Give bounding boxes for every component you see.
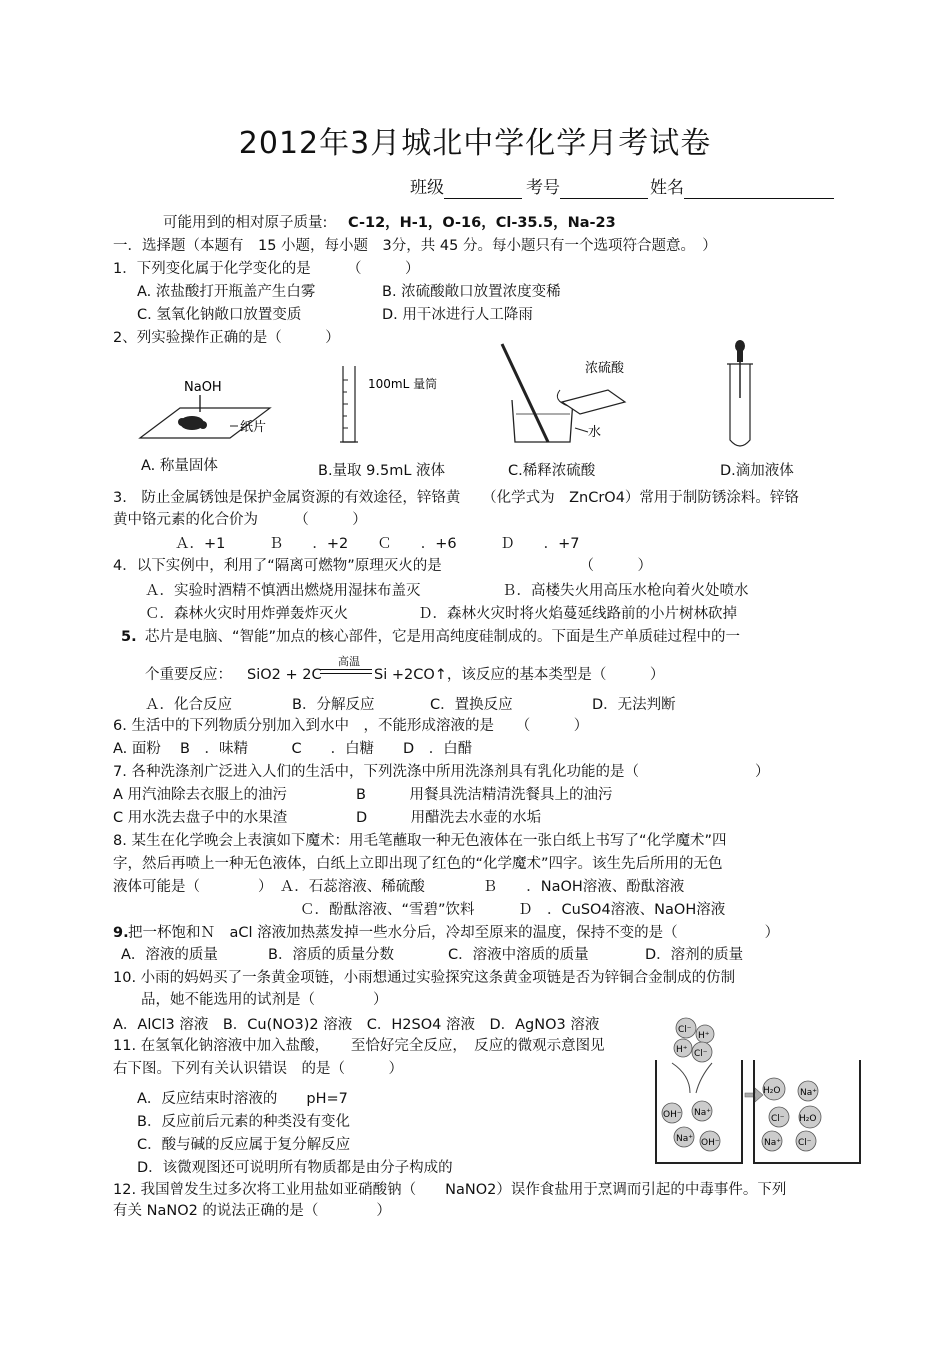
- q2-option-b: B.量取 9.5mL 液体: [318, 463, 446, 479]
- q2-apparatus-figure: [130, 340, 820, 455]
- q9-option-a: A．溶液的质量: [121, 947, 218, 963]
- molecule-h2o-1: H₂O: [763, 1086, 781, 1096]
- q5-option-b: B．分解反应: [292, 697, 375, 713]
- q4-option-a: Ａ．实验时酒精不慎洒出燃烧用湿抹布盖灭: [145, 583, 421, 599]
- q5-option-c: C．置换反应: [430, 697, 513, 713]
- q8-line-4: Ｃ．酚酞溶液、“雪碧”饮料 Ｄ ．CuSO4溶液、NaOH溶液: [300, 902, 726, 918]
- q12-line-2: 有关 NaNO2 的说法正确的是（ ）: [113, 1203, 391, 1219]
- q9-option-b: B．溶质的质量分数: [268, 947, 394, 963]
- q5-number: 5.: [121, 629, 137, 645]
- dilution-diagram: [502, 344, 625, 442]
- q2-option-a: A. 称量固体: [141, 458, 218, 474]
- q11-line-1: 11. 在氢氧化钠溶液中加入盐酸， 至恰好完全反应， 反应的微观示意图见: [113, 1038, 605, 1054]
- q3-options: Ａ．+1 Ｂ ．+2 Ｃ ．+6 Ｄ ．+7: [175, 536, 580, 552]
- q10-options: A．AlCl3 溶液 B．Cu(NO3)2 溶液 C．H2SO4 溶液 D．AgNO3 溶液: [113, 1017, 600, 1033]
- ion-na-4: Na⁺: [764, 1138, 781, 1148]
- naoh-label: NaOH: [184, 380, 222, 395]
- q11-option-b: B．反应前后元素的种类没有变化: [137, 1114, 350, 1130]
- q9-number: 9.: [113, 925, 129, 941]
- dropper-diagram: [727, 340, 753, 446]
- balance-pan-diagram: [140, 380, 270, 438]
- ion-cl-4: Cl⁻: [798, 1138, 812, 1148]
- q4-option-b: Ｂ．高楼失火用高压水枪向着火处喷水: [502, 583, 749, 599]
- q11-reaction-diagram: [650, 1015, 865, 1165]
- q2-option-d: D.滴加液体: [720, 463, 794, 479]
- q2-option-c: C.稀释浓硫酸: [508, 463, 596, 479]
- q6-options: A. 面粉 B ．味精 C ．白糖 D ．白醋: [113, 741, 473, 757]
- atomic-mass-line: [163, 214, 616, 232]
- q3-line-1: 3. 防止金属锈蚀是保护金属资源的有效途径，锌铬黄 （化学式为 ZnCrO4）常用于制防锈涂料。锌铬: [113, 490, 799, 506]
- q1-option-b: B. 浓硫酸敞口放置浓度变稀: [382, 284, 561, 300]
- exam-no-field: [526, 177, 648, 199]
- ion-oh-1: OH⁻: [663, 1110, 682, 1120]
- q1-option-d: D. 用干冰进行人工降雨: [382, 307, 533, 323]
- water-label: 水: [588, 425, 602, 440]
- exam-no-blank[interactable]: [560, 180, 648, 199]
- q9-option-d: D．溶剂的质量: [645, 947, 744, 963]
- q11-option-d: D．该微观图还可说明所有物质都是由分子构成的: [137, 1160, 453, 1176]
- name-field: [650, 177, 834, 199]
- ion-na-2: Na⁺: [676, 1134, 693, 1144]
- q11-option-a: A．反应结束时溶液的 pH=7: [137, 1091, 348, 1107]
- class-field: [410, 177, 522, 199]
- graduated-cylinder-diagram: [340, 366, 437, 442]
- ion-cl-left: Cl⁻: [694, 1049, 708, 1059]
- q7-stem: 7. 各种洗涤剂广泛进入人们的生活中，下列洗涤中所用洗涤剂具有乳化功能的是（ ）: [113, 764, 770, 780]
- q5-option-d: D．无法判断: [592, 697, 676, 713]
- q7-option-c: C 用水洗去盘子中的水果渣: [113, 810, 288, 826]
- q4-option-c: Ｃ．森林火灾时用炸弹轰炸灭火: [145, 606, 348, 622]
- name-blank[interactable]: [684, 180, 834, 199]
- q11-line-2: 右下图。下列有关认识错误 的是（ ）: [113, 1061, 403, 1077]
- q6-stem: 6. 生活中的下列物质分别加入到水中 ，不能形成溶液的是 （ ）: [113, 718, 589, 734]
- q7-option-a: A 用汽油除去衣服上的油污: [113, 787, 288, 803]
- molecule-h2o-2: H₂O: [799, 1114, 817, 1124]
- class-label: 班级: [410, 178, 444, 198]
- q10-line-2: 品，她不能选用的试剂是（ ）: [141, 992, 388, 1008]
- atomic-mass-label: 可能用到的相对原子质量:: [163, 215, 328, 231]
- q1-option-c: C. 氢氧化钠敞口放置变质: [137, 307, 302, 323]
- q1-option-a: A. 浓盐酸打开瓶盖产生白雾: [137, 284, 316, 300]
- ion-cl-3: Cl⁻: [771, 1114, 785, 1124]
- q4-option-d: Ｄ．森林火灾时将火焰蔓延线路前的小片树林砍掉: [418, 606, 737, 622]
- cylinder-label: 100mL 量筒: [368, 377, 438, 391]
- q8-line-1: 8. 某生在化学晚会上表演如下魔术：用毛笔蘸取一种无色液体在一张白纸上书写了“化学魔术”四: [113, 833, 727, 849]
- q8-line-2: 字，然后再喷上一种无色液体，白纸上立即出现了红色的“化学魔术”四字。该生先后所用的无色: [113, 856, 723, 872]
- q10-line-1: 10. 小雨的妈妈买了一条黄金项链，小雨想通过实验探究这条黄金项链是否为锌铜合金制成的仿制: [113, 970, 736, 986]
- q2-stem: 2、列实验操作正确的是（ ）: [113, 330, 340, 346]
- atomic-mass-values: C-12，H-1，O-16，Cl-35.5，Na-23: [348, 215, 616, 231]
- q7-option-d: D 用醋洗去水壶的水垢: [356, 810, 542, 826]
- ion-h-top: H⁺: [698, 1031, 710, 1041]
- q5-line-1: 芯片是电脑、“智能”加点的核心部件，它是用高纯度硅制成的。下面是生产单质硅过程中的一: [145, 629, 741, 645]
- q5-arrow-line-bottom: [320, 673, 372, 674]
- q7-option-b: B 用餐具洗洁精清洗餐具上的油污: [356, 787, 613, 803]
- q5-condition: 高温: [338, 655, 360, 668]
- q8-line-3: 液体可能是（ ） Ａ．石蕊溶液、稀硫酸 Ｂ ．NaOH溶液、酚酞溶液: [113, 879, 685, 895]
- name-label: 姓名: [650, 178, 684, 198]
- q11-option-c: C．酸与碱的反应属于复分解反应: [137, 1137, 351, 1153]
- q5-reactants: SiO2 + 2C: [247, 667, 322, 683]
- acid-label: 浓硫酸: [585, 361, 625, 376]
- exam-no-label: 考号: [526, 178, 560, 198]
- q4-stem: 4．以下实例中，利用了“隔离可燃物”原理灭火的是 （ ）: [113, 558, 652, 574]
- q12-line-1: 12. 我国曾发生过多次将工业用盐如亚硝酸钠（ NaNO2）误作食盐用于烹调而引起的中毒事件。下列: [113, 1182, 787, 1198]
- q9-stem: 把一杯饱和Ｎ aCl 溶液加热蒸发掉一些水分后，冷却至原来的温度，保持不变的是（ ）: [128, 925, 780, 941]
- q3-line-2: 黄中铬元素的化合价为 （ ）: [113, 512, 367, 528]
- ion-cl-top: Cl⁻: [678, 1025, 692, 1035]
- ion-h-left: H⁺: [676, 1045, 688, 1055]
- paper-label: 纸片: [240, 420, 267, 435]
- q5-lead: 个重要反应：: [145, 667, 232, 683]
- ion-oh-2: OH⁻: [701, 1138, 720, 1148]
- ion-na-1: Na⁺: [694, 1108, 711, 1118]
- ion-na-3: Na⁺: [800, 1088, 817, 1098]
- q5-products: Si +2CO↑，该反应的基本类型是（ ）: [374, 667, 665, 683]
- q9-option-c: C．溶液中溶质的质量: [448, 947, 589, 963]
- q1-stem: 1．下列变化属于化学变化的是 （ ）: [113, 261, 420, 277]
- q5-option-a: Ａ．化合反应: [145, 697, 232, 713]
- class-blank[interactable]: [444, 180, 522, 199]
- page-title: 2012年3月城北中学化学月考试卷: [238, 126, 712, 161]
- section-heading: 一．选择题（本题有 15 小题，每小题 3分，共 45 分。每小题只有一个选项符合题意。 ）: [113, 238, 717, 254]
- q5-arrow-line-top: [320, 669, 372, 670]
